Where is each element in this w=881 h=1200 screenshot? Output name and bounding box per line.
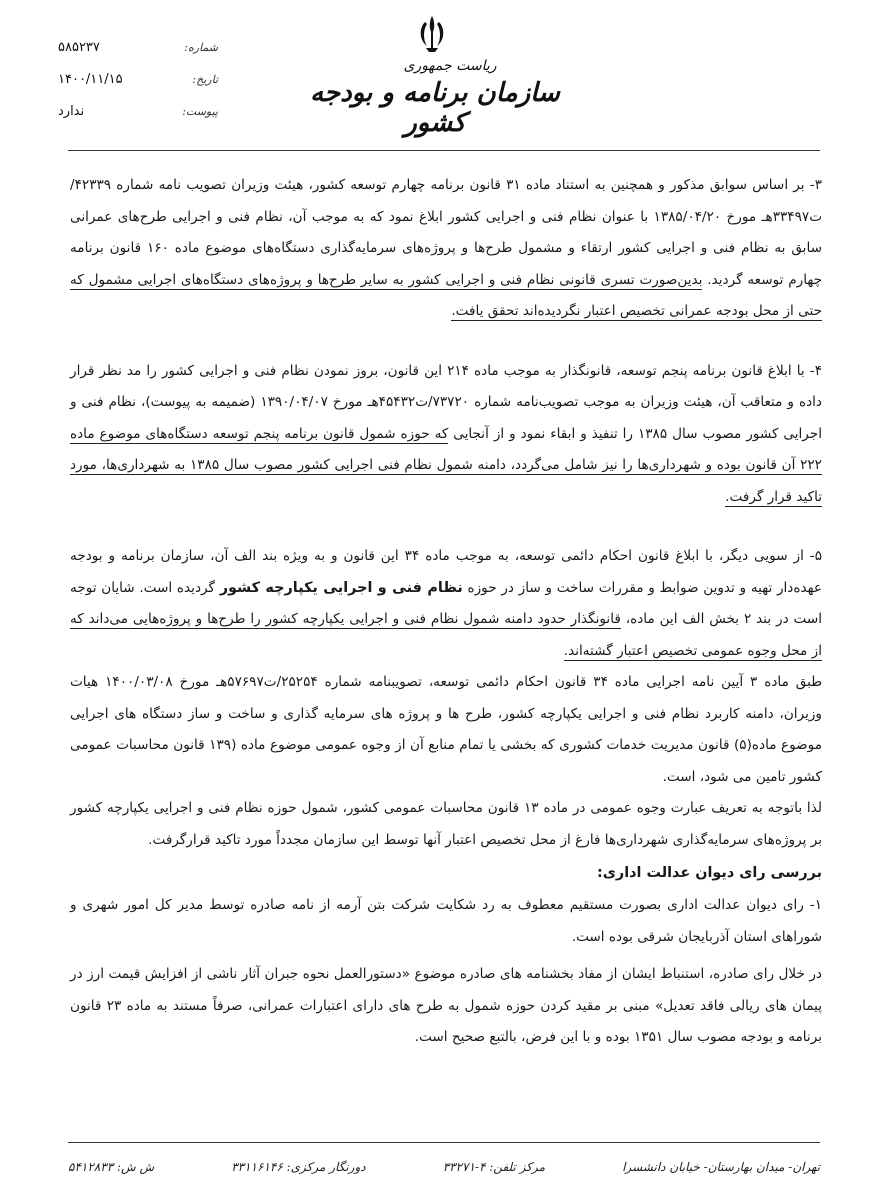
footer-switchboard: مرکز تلفن: ۴-۳۳۲۷۱ [442, 1160, 546, 1174]
paragraph-7: لذا باتوجه به تعریف عبارت وجوه عمومی در ماده ۱۳ قانون محاسبات عمومی کشور، شمول حوزه نظام فنی و اجرایی یکپارچه کشور بر پروژه‌های سرمایه‌گذاری شهرداری‌ها فارغ از محل تخصیص اعتبار آنها توسط این سازمان مجدداً مورد تاکید قرارگرفت. [70, 800, 822, 848]
footer-divider [68, 1142, 820, 1143]
footer-postal: ش ش: ۵۴۱۲۸۳۳ [68, 1160, 155, 1174]
letter-meta [58, 40, 218, 136]
footer-address: تهران- میدان بهارستان- خیابان دانشسرا [622, 1160, 820, 1174]
paragraph-6: طبق ماده ۳ آیین نامه اجرایی ماده ۳۴ قانون احکام دائمی توسعه، تصویبنامه شماره ۲۵۲۵۴/ت۵۷۶۹۷هـ مورخ ۱۴۰۰/۰۳/۰۸ هیات وزیران، دامنه کاربرد نظام فنی و اجرایی یکپارچه کشور، طرح ها و پروژه های سرمایه گذاری و ساخت و ساز دستگاه های اجرایی موضوع ماده(۵) قانون مدیریت خدمات کشوری که بخشی یا تمام منابع آن از وجوه عمومی موضوع ماده (۱۳۹ قانون محاسبات عمومی کشور تامین می شود، است. [70, 674, 823, 785]
letter-footer [68, 1152, 820, 1182]
header-divider [68, 150, 820, 151]
paragraph-4-text: ۴- با ابلاغ قانون برنامه پنجم توسعه، قانونگذار به موجب ماده ۲۱۴ این قانون، بروز نمودن نظام فنی و اجرایی کشور را مد نظر قرار داده و متعاقب آن، هیئت وزیران به موجب تصویب‌نامه شماره ۷۳۷۲۰/ت۴۵۴۳۲هـ مورخ ۱۳۹۰/۰۴/۰۷ (ضمیمه به پیوست)، نظام فنی و اجرایی کشور مصوب سال ۱۳۸۵ را تنفیذ و ابقاء نمود و از آنجایی [70, 362, 822, 442]
paragraph-8: ۱- رای دیوان عدالت اداری بصورت مستقیم معطوف به رد شکایت شرکت بتن آرمه از نامه صادره توسط مدیر کل امور شهری و شوراهای استان آذربایجان شرقی بوده است. [70, 897, 822, 945]
footer-fax: دورنگار مرکزی: ۳۳۱۱۶۱۴۶ [231, 1160, 366, 1174]
meta-date [58, 72, 218, 104]
letter-body [70, 170, 822, 1054]
paragraph-3-text: ۳- بر اساس سوابق مذکور و همچنین به استناد ماده ۳۱ قانون برنامه چهارم توسعه کشور، هیئت وزیران تصویب نامه شماره ۴۲۳۳۹/ت۳۳۴۹۷هـ مورخ ۱۳۸۵/۰۴/۲۰ با عنوان نظام فنی و اجرایی کشور ابلاغ نمود که به موجب آن، نظام فنی و اجرایی طرح‌های عمرانی سابق به نظام فنی و اجرایی کشور ارتقاء و مشمول طرح‌ها و پروژه‌های سرمایه‌گذاری دستگاه‌های موضوع ماده ۱۶۰ قانون برنامه چهارم توسعه گردید. [70, 177, 823, 288]
paragraph-9: در خلال رای صادره، استنباط ایشان از مفاد بخشنامه های صادره موضوع «دستورالعمل نحوه جبران آثار ناشی از افزایش قیمت ارز در پیمان های ریالی فاقد تعدیل» مبنی بر مقید کردن حوزه شمول به طرح های دارای اعتبارات عمرانی، صرفاً مستند به ماده ۲۳ قانون برنامه و بودجه مصوب سال ۱۳۵۱ بوده و با این فرض، بالتبع صحیح است. [70, 966, 823, 1045]
meta-date-label: تاریخ: [192, 73, 218, 86]
paragraph-5-bold: نظام فنی و اجرایی یکپارچه کشور [219, 579, 463, 596]
organization-name: سازمان برنامه و بودجه کشور [310, 78, 560, 138]
paragraph-3 [70, 170, 822, 328]
iran-emblem-icon [415, 14, 449, 54]
paragraph-5-underlined: قانونگذار حدود دامنه شمول نظام فنی و اجرایی یکپارچه کشور را طرح‌ها و پروژه‌هایی می‌داند که از محل وجوه عمومی تخصیص اعتبار گشته‌اند. [70, 611, 822, 659]
paragraph-3-underlined: بدین‌صورت تسری قانونی نظام فنی و اجرایی کشور به سایر طرح‌ها و پروژه‌های دستگاه‌های اجرایی مشمول که حتی از محل بودجه عمرانی تخصیص اعتبار نگردیده‌اند تحقق یافت. [70, 271, 822, 319]
paragraph-5-text: ۵- از سویی دیگر، با ابلاغ قانون احکام دائمی توسعه، به موجب ماده ۳۴ این قانون و به ویژه بند الف آن، سازمان برنامه و بودجه عهده‌دار تهیه و تدوین ضوابط و مقررات ساخت و ساز در حوزه [70, 548, 822, 596]
meta-number-label: شماره: [184, 41, 218, 54]
presidency-title: ریاست جمهوری [403, 58, 497, 74]
meta-date-value: ۱۴۰۰/۱۱/۱۵ [58, 72, 123, 87]
meta-number-value: ۵۸۵۲۳۷ [58, 40, 100, 55]
meta-attachment-label: پیوست: [182, 105, 218, 118]
paragraph-4 [70, 356, 822, 514]
paragraph-5-text-2: گردیده است. شایان توجه است در بند ۲ بخش الف این ماده، [70, 579, 823, 627]
meta-number [58, 40, 218, 72]
section-title: بررسی رای دیوان عدالت اداری: [596, 865, 822, 881]
meta-attachment [58, 104, 218, 136]
paragraph-5 [70, 541, 822, 667]
paragraph-4-underlined: که حوزه شمول قانون برنامه پنجم توسعه دستگاه‌های موضوع ماده ۲۲۲ آن قانون بوده و شهرداری‌ها را نیز شامل می‌گردد، دامنه شمول نظام فنی اجرایی کشور مصوب سال ۱۳۸۵ به شهرداری‌ها، مورد تاکید قرار گرفت. [70, 425, 822, 505]
meta-attachment-value: ندارد [58, 104, 85, 119]
letter-header [0, 0, 881, 150]
